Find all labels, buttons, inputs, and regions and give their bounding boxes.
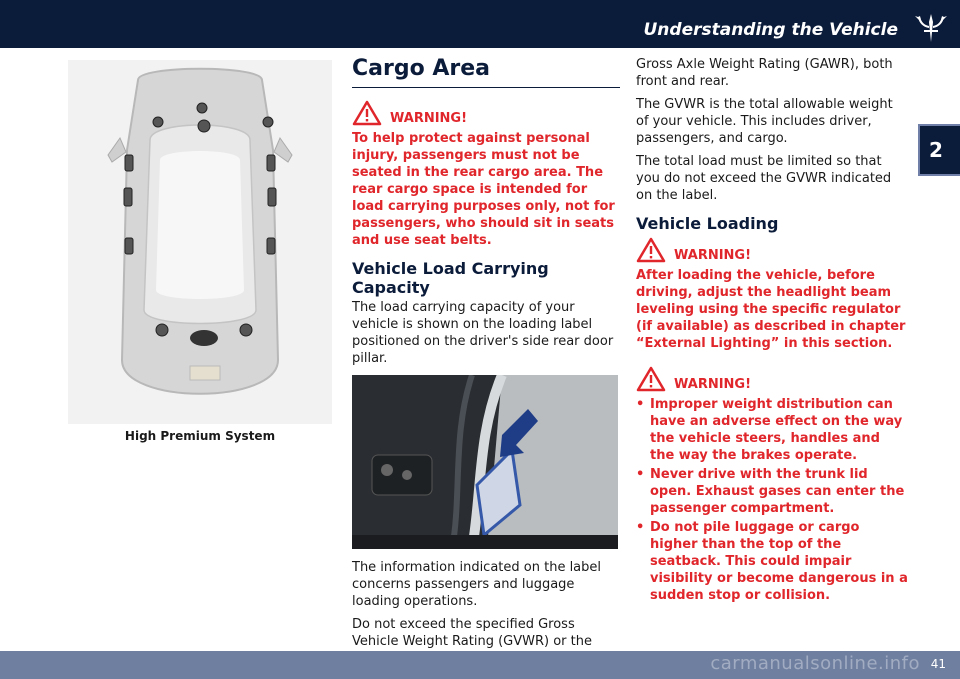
- warning-label: WARNING!: [674, 248, 752, 263]
- watermark: carmanualsonline.info: [710, 653, 920, 674]
- load-capacity-heading: Vehicle Load Carrying Capacity: [352, 259, 549, 297]
- warning-label: WARNING!: [674, 377, 752, 392]
- chapter-tab[interactable]: [918, 124, 960, 176]
- paragraph: Gross Axle Weight Rating (GAWR), both front and rear.: [636, 57, 893, 89]
- warning-header: [352, 100, 620, 126]
- figure-caption: High Premium System: [124, 429, 276, 443]
- warning-header: [636, 366, 908, 392]
- warning-triangle-icon: [636, 366, 666, 392]
- trident-logo-icon: [912, 12, 950, 44]
- chapter-number: 2: [929, 138, 943, 162]
- cargo-warning-text: To help protect against personal injury, passengers must not be seated in the rear cargo area. The rear cargo space is intended for load carrying purposes only, not for passengers, who should sit in seats and use seat belts.: [352, 131, 615, 248]
- door-pillar-illustration: [352, 375, 618, 549]
- vehicle-loading-heading: Vehicle Loading: [636, 214, 779, 233]
- list-item: • Improper weight distribution can have an adverse effect on the way the vehicle steers, handles and the way the brakes operate.: [636, 396, 908, 464]
- paragraph: The total load must be limited so that you do not exceed the GVWR indicated on the label.: [636, 154, 892, 203]
- page-footer: [0, 651, 960, 679]
- warning-label: WARNING!: [390, 111, 468, 126]
- loading-warning-text: After loading the vehicle, before driving, adjust the headlight beam leveling using the specific regulator (if available) as described in chapter “External Lighting” in this section.: [636, 268, 906, 351]
- warning-list: [636, 396, 908, 604]
- paragraph: Do not exceed the specified Gross Vehicle Weight Rating (GVWR) or the: [352, 617, 592, 649]
- warning-triangle-icon: [636, 237, 666, 263]
- paragraph: The information indicated on the label concerns passengers and luggage loading operations.: [352, 560, 602, 609]
- warning-triangle-icon: [352, 100, 382, 126]
- paragraph: The load carrying capacity of your vehicle is shown on the loading label positioned on the driver's side rear door pillar.: [352, 300, 614, 366]
- car-top-view-illustration: [68, 60, 332, 424]
- door-pillar-label-figure: [352, 375, 618, 549]
- car-top-view-figure: [68, 60, 332, 424]
- list-item: • Never drive with the trunk lid open. Exhaust gases can enter the passenger compartment.: [636, 466, 908, 517]
- warning-header: [636, 237, 908, 263]
- list-item: • Do not pile luggage or cargo higher than the top of the seatback. This could impair visibility or become dangerous in a sudden stop or collision.: [636, 519, 908, 604]
- paragraph: The GVWR is the total allowable weight of your vehicle. This includes driver, passengers, and cargo.: [636, 97, 893, 146]
- section-title: Understanding the Vehicle: [643, 20, 898, 40]
- middle-column: [352, 56, 620, 656]
- right-column: [636, 56, 908, 606]
- cargo-area-heading: Cargo Area: [352, 56, 620, 88]
- page-header: [0, 0, 960, 48]
- page-number: 41: [930, 657, 946, 671]
